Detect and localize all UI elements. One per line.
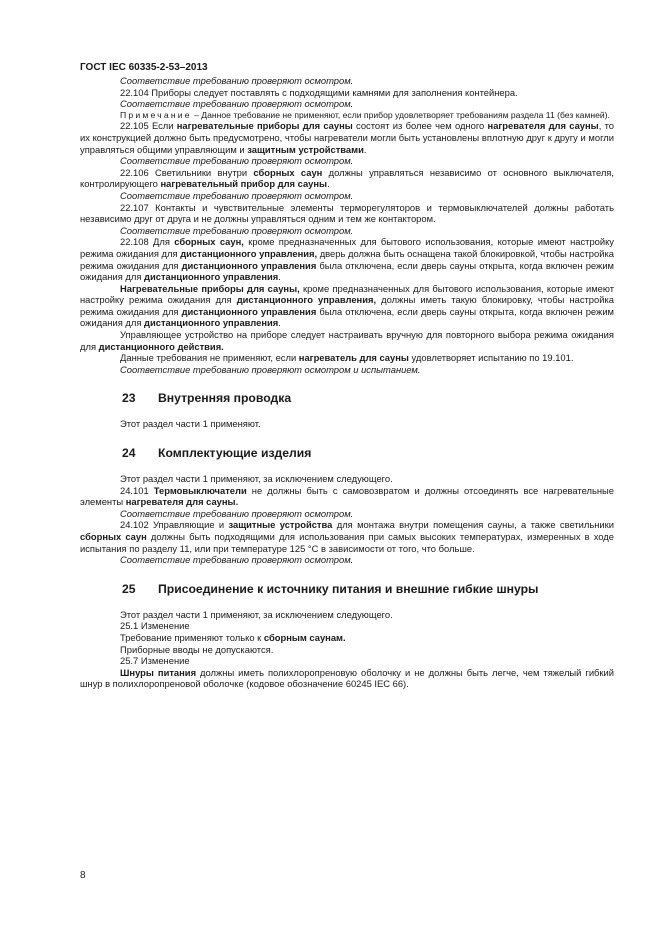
compliance-note: Соответствие требованию проверяют осмотром. [120, 75, 354, 86]
text-run: состоят из более чем одного [352, 120, 488, 132]
bold-term: Шнуры питания [120, 666, 197, 678]
standard-header: ГОСТ IEC 60335-2-53–2013 [80, 62, 208, 73]
text-run: 22.108 Для [120, 236, 175, 248]
compliance-note: Соответствие требованию проверяют осмотром. [120, 224, 354, 236]
bold-term: Термовыключатели [153, 484, 247, 496]
text-run: должны иметь такую блокировку, чтобы настройка режима ожидания для [80, 294, 614, 317]
text-run: 22.105 Если [120, 120, 177, 132]
clause-22-105 [80, 120, 614, 155]
section-heading-25 [80, 582, 614, 596]
section-title: Комплектующие изделия [158, 446, 312, 461]
text-run: Данные требования не применяют, если [120, 352, 299, 364]
clause-25-7: 25.7 Изменение [120, 655, 190, 667]
clause-22-108 [80, 236, 614, 282]
text-run: дверь должна быть оснащена такой блокировкой, чтобы настройка режима ожидания для [80, 247, 614, 271]
text-run: Управляющее устройство на приборе следует настраивать вручную для повторного выбора режима ожидания для [80, 329, 614, 352]
compliance-note: Соответствие требованию проверяют осмотром. [120, 155, 354, 167]
section-24-intro: Этот раздел части 1 применяют, за исключением следующего. [120, 473, 393, 485]
clause-25-7-text [80, 667, 614, 690]
text-run: , то их конструкцией должно быть предусмотрено, чтобы нагреватели могли быть установлены вплотную друг к другу и могли управляться общими управляющим и [80, 120, 614, 155]
text-run: кроме предназначенных для бытового использования, которые имеют настройку режима ожидания для [80, 236, 614, 259]
section-number: 25 [122, 581, 136, 596]
text-run: для монтажа внутри помещения сауны, а также светильники [332, 519, 614, 531]
bold-term: дистанционного управления [181, 305, 317, 317]
text-run: удовлетворяет испытанию по 19.101. [408, 352, 574, 364]
text-run: 24.102 Управляющие и [120, 519, 229, 531]
bold-term: дистанционного управления [144, 271, 279, 283]
bold-term: дистанционного управления, [180, 247, 318, 259]
text-run: Требование применяют только к [120, 631, 264, 643]
text-run: . [363, 143, 367, 155]
bold-term: сборных саун [80, 531, 147, 542]
clause-22-107: 22.107 Контакты и чувствительные элементы терморегуляторов и термовыключателей должны работать независимо друг от друга и не должны управляться одним и тем же контактором. [80, 201, 614, 225]
clause-24-101 [80, 485, 614, 508]
bold-term: нагреватель для сауны [298, 352, 409, 364]
compliance-note: Соответствие требованию проверяют осмотром. [120, 98, 354, 110]
bold-term: Нагревательные приборы для сауны, [120, 282, 300, 294]
text-run: должны иметь полихлоропреновую оболочку и не должны быть легче, чем тяжелый гибкий шнур в полихлоропреновой оболочке (кодовое обозначение 60245 IEC 66). [80, 666, 615, 690]
text-run: 22.106 Светильники внутри [120, 166, 254, 178]
bold-term: сборных саун [253, 166, 323, 178]
text-run: была отключена, если дверь сауны открыта, когда включен режим ожидания для [80, 259, 614, 283]
clause-22-104: 22.104 Приборы следует поставлять с подходящими камнями для заполнения контейнера. [120, 86, 518, 98]
document-page [80, 62, 614, 690]
bold-term: нагревателя для сауны. [125, 496, 239, 508]
text-run: была отключена, если дверь сауны открыта, когда включен режим ожидания для [80, 305, 614, 329]
compliance-note: Соответствие требованию проверяют осмотром и испытанием. [120, 363, 421, 375]
text-run: должны быть подходящими для использования при самых высоких температурах, измеренных в ходе испытания по разделу 11, или при температуре 125 °С в зависимости от того, что больше. [80, 531, 614, 554]
compliance-note: Соответствие требованию проверяют осмотром. [120, 507, 354, 519]
bold-term: нагревательные приборы для сауны [176, 120, 353, 132]
bold-term: нагревателя для сауны [487, 120, 599, 132]
bold-term: защитные устройства [228, 519, 333, 531]
section-heading-24 [80, 446, 614, 460]
text-run: 24.101 [120, 484, 154, 496]
text-run: . [327, 178, 330, 190]
clause-22-108-heaters [80, 283, 614, 329]
section-25-intro: Этот раздел части 1 применяют, за исключением следующего. [120, 608, 393, 620]
section-number: 23 [122, 391, 136, 406]
compliance-note: Соответствие требованию проверяют осмотром. [120, 554, 354, 566]
page-number: 8 [80, 870, 86, 881]
bold-term: сборных саун, [174, 236, 244, 248]
bold-term: защитным устройствами [247, 143, 364, 155]
note-text: – Данное требование не применяют, если прибор удовлетворяет требованиям раздела 11 (без камней). [191, 109, 610, 120]
bold-term: нагревательный прибор для сауны [160, 178, 328, 190]
section-title: Внутренняя проводка [158, 391, 292, 406]
bold-term: дистанционного управления, [236, 294, 377, 306]
bold-term: дистанционного управления [181, 259, 317, 271]
text-run: . [278, 317, 281, 329]
clause-25-1-inlets: Приборные вводы не допускаются. [120, 643, 274, 655]
section-number: 24 [122, 446, 136, 461]
compliance-note: Соответствие требованию проверяют осмотром. [120, 189, 354, 201]
clause-22-106 [80, 167, 614, 190]
bold-term: дистанционного управления [144, 317, 279, 329]
section-title: Присоединение к источнику питания и внешние гибкие шнуры [158, 581, 539, 596]
clause-22-108-exception [80, 352, 614, 364]
text-run: кроме предназначенных для бытового использования, которые имеют настройку режима ожидания для [80, 282, 615, 306]
text-run: должны управляться независимо от основного выключателя, контролирующего [80, 166, 614, 190]
clause-25-1: 25.1 Изменение [120, 620, 190, 632]
bold-term: сборным саунам. [263, 631, 346, 643]
text-run: не должны быть с самовозвратом и должны отсоединять все нагревательные элементы [80, 484, 614, 508]
note-22-104 [80, 110, 614, 121]
clause-24-102 [80, 519, 614, 554]
note-label: Примечание [120, 109, 192, 120]
bold-term: дистанционного действия. [98, 340, 224, 352]
section-heading-23 [80, 391, 614, 405]
clause-22-108-control [80, 329, 614, 352]
section-23-text: Этот раздел части 1 применяют. [120, 418, 261, 430]
text-run: . [278, 271, 281, 283]
clause-25-1-text [80, 632, 614, 644]
